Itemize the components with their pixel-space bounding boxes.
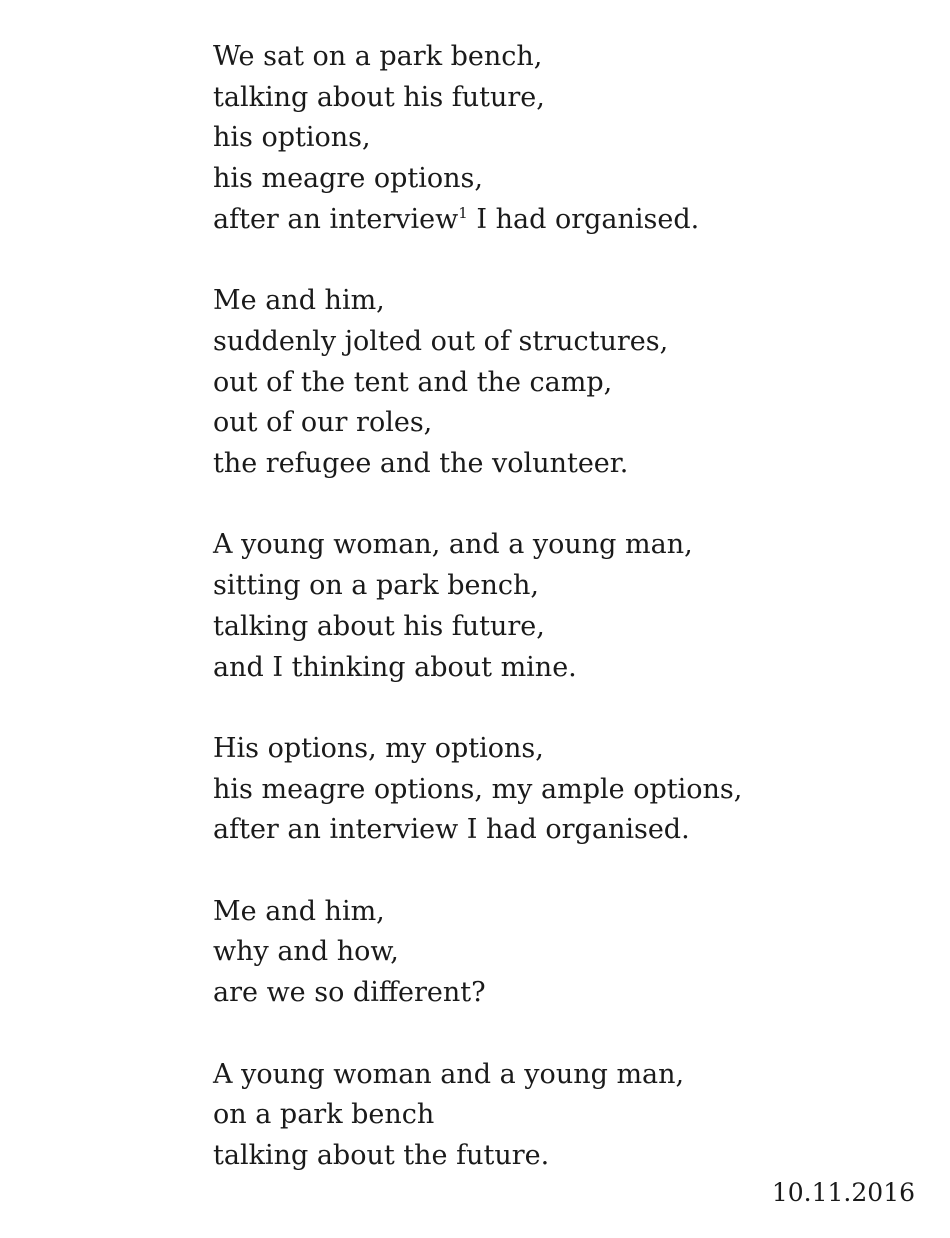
stanza-gap bbox=[213, 1014, 742, 1055]
poem-line: sitting on a park bench, bbox=[213, 570, 539, 602]
poem-line: his meagre options, my ample options, bbox=[213, 773, 743, 805]
poem-line: His options, my options, bbox=[213, 732, 544, 764]
poem-line: A young woman and a young man, bbox=[213, 1058, 685, 1090]
poem-line: talking about his future, bbox=[213, 610, 545, 642]
poem-line-text: after an interview bbox=[213, 203, 459, 235]
poem-line: why and how, bbox=[213, 936, 399, 968]
stanza-gap bbox=[213, 241, 742, 282]
stanza bbox=[213, 37, 742, 241]
stanza bbox=[213, 892, 742, 1014]
stanza bbox=[213, 525, 742, 688]
stanza bbox=[213, 729, 742, 851]
poem-line: on a park bench bbox=[213, 1099, 435, 1131]
poem-line: his options, bbox=[213, 122, 371, 154]
poem bbox=[213, 37, 742, 1177]
poem-line: out of our roles, bbox=[213, 407, 433, 439]
poem-line-with-footnote bbox=[213, 200, 742, 241]
stanza bbox=[213, 281, 742, 485]
stanza-gap bbox=[213, 851, 742, 892]
poem-line: Me and him, bbox=[213, 285, 385, 317]
poem-line: suddenly jolted out of structures, bbox=[213, 325, 669, 357]
stanza bbox=[213, 1055, 742, 1177]
poem-line: We sat on a park bench, bbox=[213, 41, 543, 72]
stanza-gap bbox=[213, 688, 742, 729]
poem-line: talking about the future. bbox=[213, 1139, 550, 1171]
poem-line: are we so different? bbox=[213, 977, 486, 1009]
poem-line: out of the tent and the camp, bbox=[213, 366, 613, 398]
poem-line: A young woman, and a young man, bbox=[213, 529, 693, 561]
poem-line-text: I had organised. bbox=[467, 203, 700, 235]
poem-line: his meagre options, bbox=[213, 163, 483, 195]
poem-line: Me and him, bbox=[213, 895, 385, 927]
stanza-gap bbox=[213, 485, 742, 526]
poem-date: 10.11.2016 bbox=[771, 1178, 915, 1207]
footnote-marker: 1 bbox=[458, 203, 468, 222]
poem-line: the refugee and the volunteer. bbox=[213, 448, 629, 480]
poem-line: after an interview I had organised. bbox=[213, 814, 690, 846]
poem-line: and I thinking about mine. bbox=[213, 651, 577, 683]
poem-line: talking about his future, bbox=[213, 81, 545, 113]
